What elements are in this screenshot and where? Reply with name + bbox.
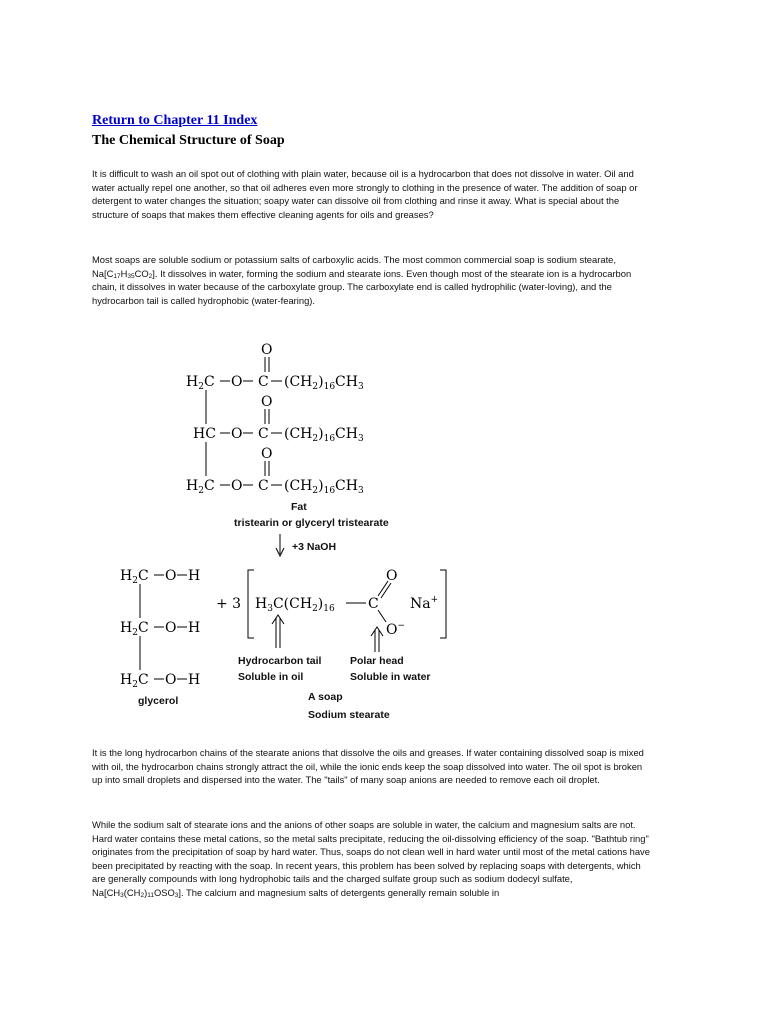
svg-text:O: O [165,672,177,688]
fat-row2-o: O [231,426,243,442]
paragraph-mechanism: It is the long hydrocarbon chains of the stearate anions that dissolve the oils and greases. If water containing dissolved soap is mixed with oil, the hydrocarbon chains strongly attract the oil, while the ionic ends keep the soap dissolved into water. The oil spot is broken up into small droplets and dispersed into the water. The "tails" of many soap anions are needed to remove each oil droplet. [92,747,644,786]
soap-coefficient: + 3 [216,596,242,612]
soap-name-sub: Sodium stearate [308,709,390,721]
soap-carboxyl-c: C [368,596,379,612]
reagent-label: +3 NaOH [292,541,337,553]
tail-label: Hydrocarbon tail [238,655,322,667]
head-label: Polar head [350,655,404,667]
page-title: The Chemical Structure of Soap [92,133,285,148]
fat-row3-c: C [258,478,269,494]
head-arrow [371,627,383,652]
soap-formula: $H_3C(CH_2)_{16}$ [255,596,335,614]
tail-sublabel: Soluble in oil [238,671,304,683]
soap-structure [216,568,446,652]
fat-row1: $H_2C$ [186,374,215,392]
head-sublabel: Soluble in water [350,671,431,683]
return-to-chapter-link[interactable]: Return to Chapter 11 Index [92,113,258,128]
soap-carboxyl-o-top: O [386,568,398,584]
saponification-diagram [110,338,470,728]
svg-text:H: H [188,568,201,584]
fat-row2-c: C [258,426,269,442]
svg-text:O: O [165,620,177,636]
fat-row1-c: C [258,374,269,390]
paragraph-hard-water: While the sodium salt of stearate ions and the anions of other soaps are soluble in water, the calcium and magnesium salts are not. Hard water contains these metal cations, so the metal salts precipitate, reducing the oil-dissolving efficiency of the soap. "Bathtub ring" originates from the precipitation of soap by hard water. Thus, soaps do not clean well in hard water until most of the metal cations have been precipitated by reacting with the soap. In recent years, this problem has been solved by replacing soaps with detergents, which are generally compounds with long hydrophobic tails and the charged sulfate group such as sodium dodecyl sulfate, $Na[CH_3(CH_2)_{11}OSO_3]$. The calcium and magnesium salts of detergents generally remain soluble in [92,819,650,899]
soap-carboxyl-o-minus: O− [386,621,406,638]
fat-row2-carbonyl-o: O [261,394,273,410]
fat-row1-carbonyl-o: O [261,342,273,358]
glycerol-row1: $H_2C$ [120,568,149,586]
svg-text:H: H [188,620,201,636]
svg-text:O: O [165,568,177,584]
fat-row3-chain: $(CH_2)_{16}CH_3$ [284,478,364,496]
soap-name: A soap [308,691,343,703]
glycerol-label: glycerol [138,695,179,707]
fat-row3-o: O [231,478,243,494]
reaction-arrow [276,534,284,556]
soap-sodium-ion: Na+ [410,595,439,612]
fat-structure [186,342,364,496]
fat-row3-carbonyl-o: O [261,446,273,462]
fat-row1-chain: $(CH_2)_{16}CH_3$ [284,374,364,392]
svg-text:H: H [188,672,201,688]
glycerol-structure [120,568,200,690]
fat-label: Fat [291,501,307,513]
fat-row1-o: O [231,374,243,390]
fat-sublabel: tristearin or glyceryl tristearate [234,517,389,529]
tail-arrow [272,615,284,648]
glycerol-row2: $H_2C$ [120,620,149,638]
fat-row2: HC [193,426,216,442]
glycerol-row3: $H_2C$ [120,672,149,690]
fat-row3: $H_2C$ [186,478,215,496]
fat-row2-chain: $(CH_2)_{16}CH_3$ [284,426,364,444]
paragraph-soap-structure: Most soaps are soluble sodium or potassium salts of carboxylic acids. The most common commercial soap is sodium stearate, $Na[C_{17}H_{35}CO_2]$. It dissolves in water, forming the sodium and stearate ions. Even though most of the stearate ion is a hydrocarbon chain, it dissolves in water because of the carboxylate group. The carboxylate end is called hydrophilic (water-loving), and the hydrocarbon tail is called hydrophobic (water-fearing). [92,254,632,306]
paragraph-intro: It is difficult to wash an oil spot out of clothing with plain water, because oil is a hydrocarbon that does not dissolve in water. Oil and water actually repel one another, so that oil adheres even more strongly to clothing in the presence of water. The addition of soap or detergent to water changes the situation; soapy water can dissolve oil from clothing and rinse it away. What is special about the structure of soaps that makes them effective cleaning agents for oils and greases? [92,168,638,220]
